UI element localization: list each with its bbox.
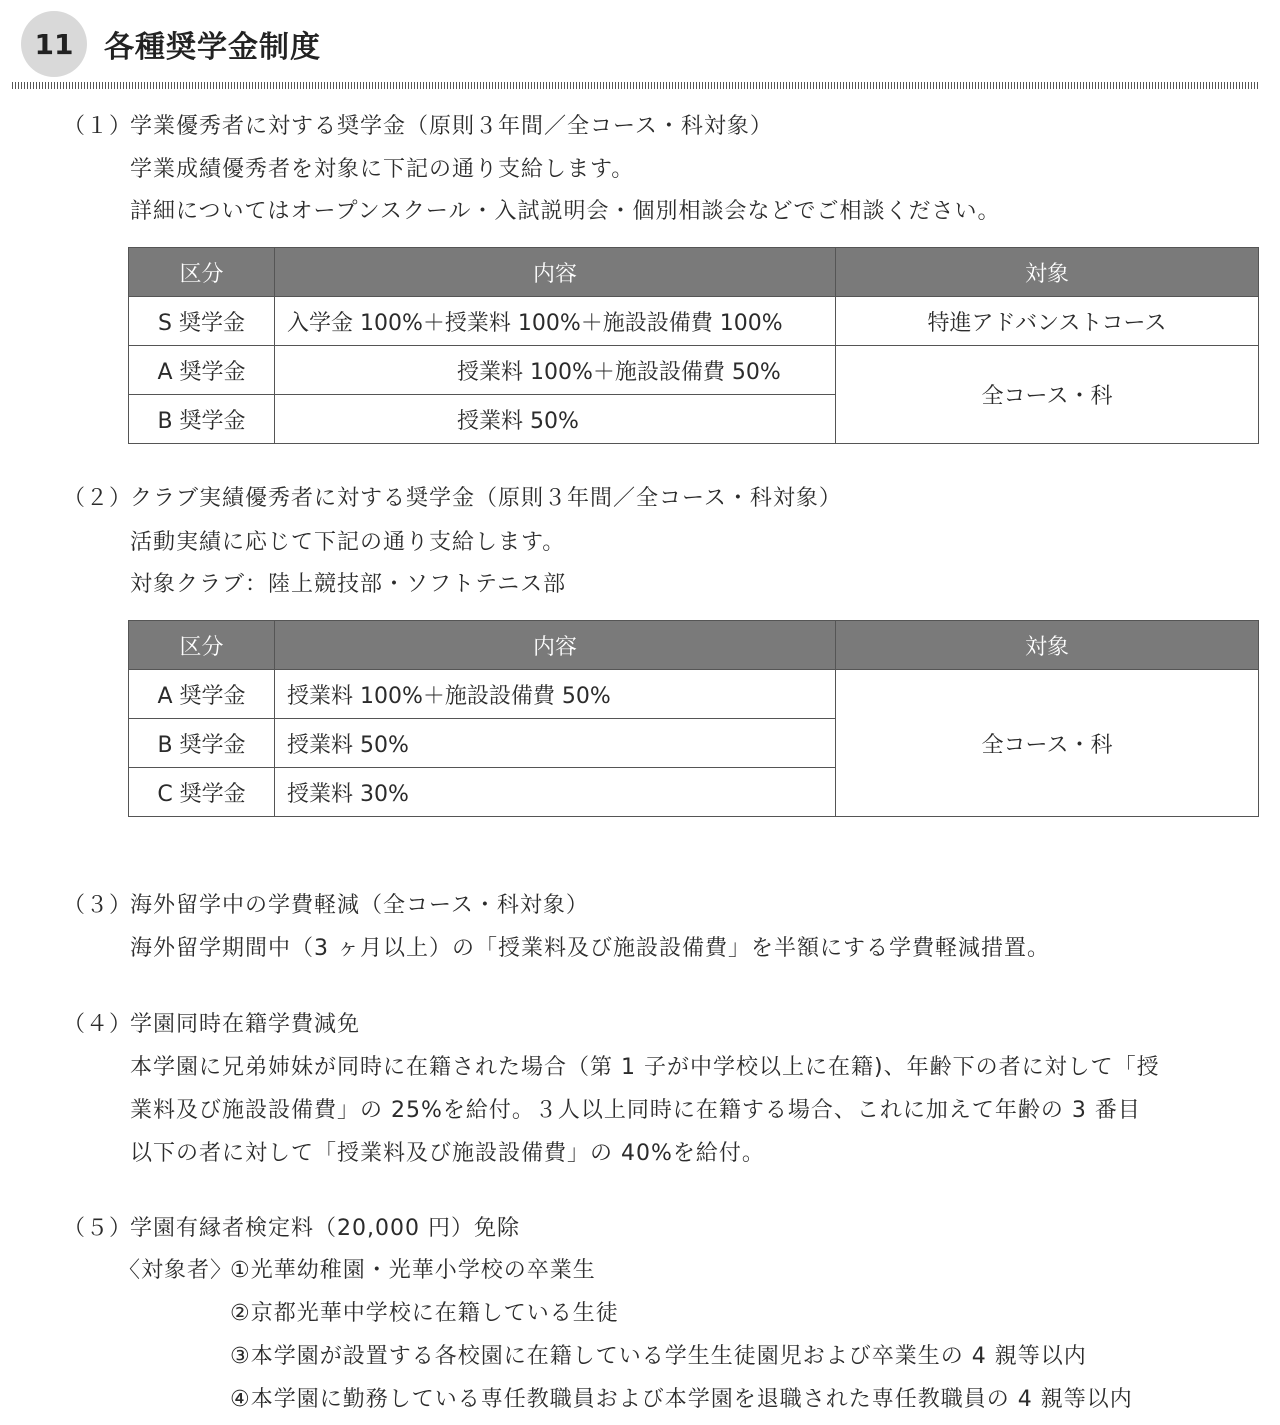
section-1-line-1: 学業成績優秀者を対象に下記の通り支給します。 [130,157,635,182]
section-1-title: 学業優秀者に対する奨学金（原則３年間／全コース・科対象） [130,114,773,139]
page-title: 各種奨学金制度 [104,30,321,65]
row-taishou: 全コース・科 [836,346,1259,444]
table-header-naiyou: 内容 [275,248,836,297]
target-item-4: ④本学園に勤務している専任教職員および本学園を退職された専任教職員の 4 親等以内 [230,1387,1133,1412]
section-3-number: （３） [63,893,133,918]
table-row [129,297,1259,346]
row-taishou: 特進アドバンストコース [836,297,1259,346]
section-1-number: （１） [63,114,133,139]
row-kubun: A 奨学金 [129,346,275,395]
club-scholarship-table [128,620,1259,817]
table-header-kubun: 区分 [129,621,275,670]
section-2-title: クラブ実績優秀者に対する奨学金（原則３年間／全コース・科対象） [130,486,842,511]
section-4-title: 学園同時在籍学費減免 [130,1012,361,1037]
section-3-title: 海外留学中の学費軽減（全コース・科対象） [130,893,589,918]
target-item-1: ①光華幼稚園・光華小学校の卒業生 [230,1258,596,1283]
row-naiyou: 授業料 50% [275,719,836,768]
target-item-2: ②京都光華中学校に在籍している生徒 [230,1301,619,1326]
section-2-number: （２） [63,486,133,511]
section-number-badge: 11 [21,11,87,77]
row-kubun: S 奨学金 [129,297,275,346]
section-4-line-1: 本学園に兄弟姉妹が同時に在籍された場合（第 1 子が中学校以上に在籍)、年齢下の者に対して「授 [130,1055,1160,1080]
row-taishou: 全コース・科 [836,670,1259,817]
row-naiyou: 授業料 100%＋施設設備費 50% [275,670,836,719]
section-header [0,0,1280,92]
row-kubun: A 奨学金 [129,670,275,719]
section-5-number: （５） [63,1216,133,1241]
section-3-line-1: 海外留学期間中（3 ヶ月以上）の「授業料及び施設設備費」を半額にする学費軽減措置。 [130,936,1050,961]
header-divider [12,82,1258,89]
section-2-line-1: 活動実績に応じて下記の通り支給します。 [130,530,566,555]
section-4-number: （４） [63,1012,133,1037]
row-naiyou: 入学金 100%＋授業料 100%＋施設設備費 100% [275,297,836,346]
target-item-3: ③本学園が設置する各校園に在籍している学生生徒園児および卒業生の 4 親等以内 [230,1344,1087,1369]
section-4-line-3: 以下の者に対して「授業料及び施設設備費」の 40%を給付。 [130,1141,765,1166]
section-5-title: 学園有縁者検定料（20,000 円）免除 [130,1216,520,1241]
row-naiyou: 授業料 50% [275,395,836,444]
section-4-line-2: 業料及び施設設備費」の 25%を給付。３人以上同時に在籍する場合、これに加えて年齢の 3 番目 [130,1098,1141,1123]
row-kubun: C 奨学金 [129,768,275,817]
row-kubun: B 奨学金 [129,395,275,444]
table-row [129,670,1259,719]
row-naiyou: 授業料 30% [275,768,836,817]
row-kubun: B 奨学金 [129,719,275,768]
table-header-taishou: 対象 [836,248,1259,297]
table-header-naiyou: 内容 [275,621,836,670]
row-naiyou: 授業料 100%＋施設設備費 50% [275,346,836,395]
table-row [129,346,1259,395]
table-header-taishou: 対象 [836,621,1259,670]
academic-scholarship-table [128,247,1259,444]
section-2-line-2: 対象クラブ：陸上競技部・ソフトテニス部 [130,572,567,597]
table-header-kubun: 区分 [129,248,275,297]
target-label: 〈対象者〉 [118,1258,234,1283]
section-1-line-2: 詳細についてはオープンスクール・入試説明会・個別相談会などでご相談ください。 [130,199,1001,224]
